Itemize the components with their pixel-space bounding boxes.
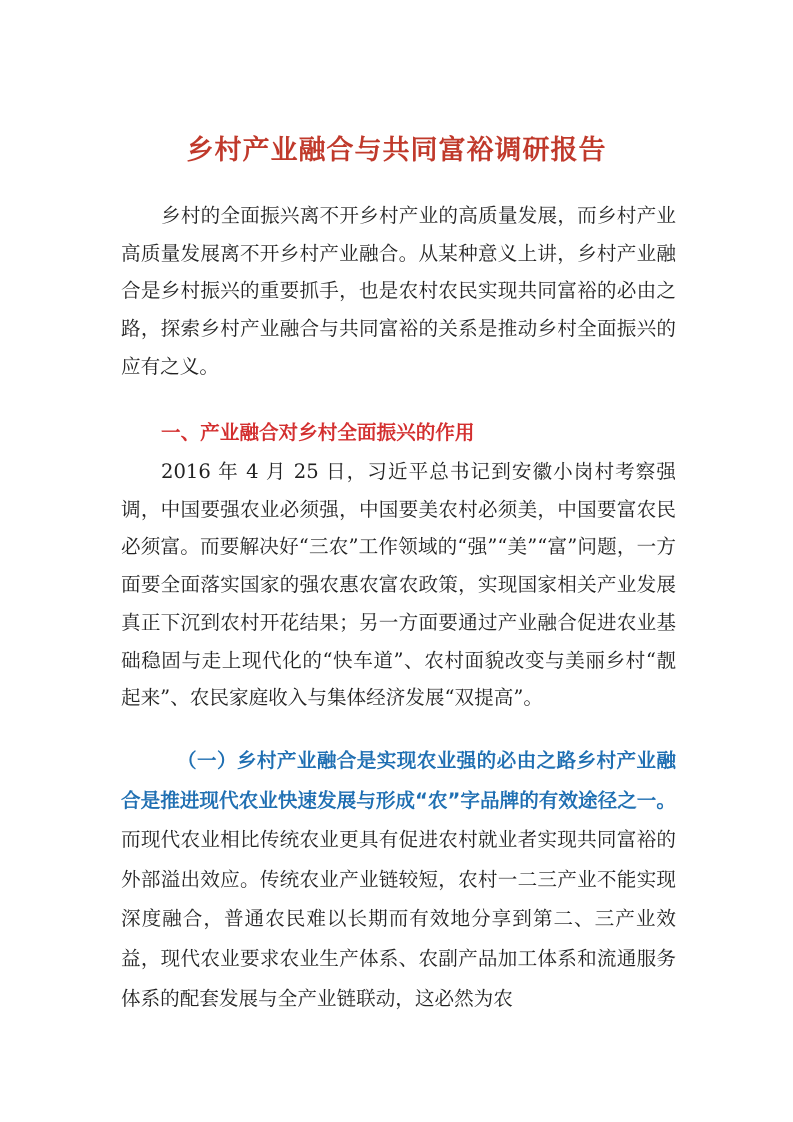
document-title: 乡村产业融合与共同富裕调研报告 xyxy=(186,135,607,166)
section-1-heading: 一、产业融合对乡村全面振兴的作用 xyxy=(161,421,475,444)
subsection-1-paragraph xyxy=(121,741,676,1018)
subsection-1-text: 而现代农业相比传统农业更具有促进农村就业者实现共同富裕的外部溢出效应。传统农业产业链较短，农村一二三产业不能实现深度融合，普通农民难以长期而有效地分享到第二、三产业效益，现代农业要求农业生产体系、农副产品加工体系和流通服务体系的配套发展与全产业链联动，这必然为农 xyxy=(121,828,676,1010)
subsection-1-heading: （一）乡村产业融合是实现农业强的必由之路乡村产业融合是推进现代农业快速发展与形成“农”字品牌的有效途径之一。 xyxy=(121,749,676,812)
intro-paragraph: 乡村的全面振兴离不开乡村产业的高质量发展，而乡村产业高质量发展离不开乡村产业融合。从某种意义上讲，乡村产业融合是乡村振兴的重要抓手，也是农村农民实现共同富裕的必由之路，探索乡村产业融合与共同富裕的关系是推动乡村全面振兴的应有之义。 xyxy=(121,204,676,378)
section-1-paragraph: 2016 年 4 月 25 日，习近平总书记到安徽小岗村考察强调，中国要强农业必须强，中国要美农村必须美，中国要富农民必须富。而要解决好“三农”工作领域的“强”“美”“富”问题，一方面要全面落实国家的强农惠农富农政策，实现国家相关产业发展真正下沉到农村开花结果；另一方面要通过产业融合促进农业基础稳固与走上现代化的“快车道”、农村面貌改变与美丽乡村“靓起来”、农民家庭收入与集体经济发展“双提高”。 xyxy=(121,460,676,710)
